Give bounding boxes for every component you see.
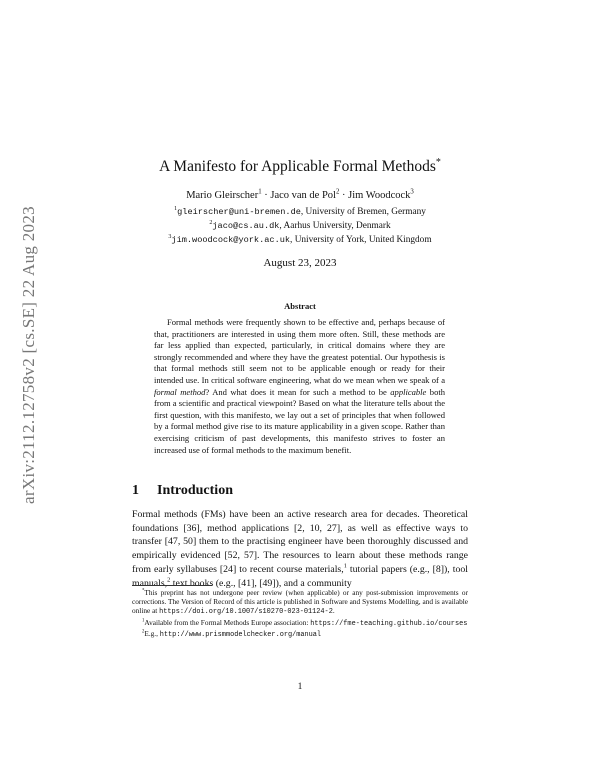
- author-affil-mark: 1: [258, 188, 262, 196]
- affil-email[interactable]: jaco@cs.au.dk: [212, 221, 280, 231]
- affiliation: [0, 221, 600, 231]
- footnote-ref[interactable]: 2: [167, 576, 171, 584]
- intro-text: Formal methods (FMs) have been an active research area for decades. Theoretical foundations [36], method applications [2, 10, 27], as well as effective ways to transfer [47, 50] them to the practising engineer have been thoroughly discussed and empirically evidenced [52, 57]. The resources to learn about these methods range from early syllabuses [24] to recent course materials,: [132, 509, 468, 575]
- footnote-link[interactable]: https://doi.org/10.1007/s10270-023-01124-2: [159, 608, 333, 617]
- footnote-mark: *: [142, 588, 145, 594]
- footnote: [132, 618, 468, 629]
- abstract-body: [154, 317, 445, 456]
- section-heading: [132, 483, 233, 499]
- footnote-ref[interactable]: 1: [343, 562, 347, 570]
- page-number: 1: [297, 682, 303, 692]
- footnote-text: E.g.,: [144, 628, 160, 638]
- author-list: [0, 190, 600, 201]
- footnote: [132, 629, 468, 640]
- intro-text: text books (e.g., [41], [49]), and a community: [170, 577, 352, 589]
- footnote-text: .: [332, 606, 335, 616]
- affil-email[interactable]: jim.woodcock@york.ac.uk: [171, 235, 291, 245]
- footnote-link[interactable]: http://www.prismmodelchecker.org/manual: [159, 630, 322, 639]
- footnote-divider: [132, 585, 212, 586]
- affiliation: [0, 207, 600, 217]
- author-affil-mark: 2: [335, 188, 340, 196]
- author-name: Jim Woodcock: [348, 190, 411, 201]
- title-footnote-mark: *: [435, 156, 441, 168]
- affil-mark: 3: [168, 233, 172, 240]
- abstract-heading: Abstract: [284, 301, 316, 311]
- author-affil-mark: 3: [410, 188, 414, 196]
- footnote-text: This preprint has not undergone peer review (when applicable) or any post-submission improvements or corrections. The Version of Record of this article is published in Software and Systems Modelling, and is available online at: [132, 588, 468, 616]
- author-name: Mario Gleirscher: [186, 190, 259, 201]
- footnotes: [132, 588, 468, 640]
- section-number: 1: [132, 483, 139, 498]
- abstract-emphasis: formal method: [154, 386, 206, 397]
- section-title: Introduction: [157, 483, 233, 498]
- author-name: Jaco van de Pol: [270, 190, 336, 201]
- footnote-mark: 1: [142, 618, 145, 624]
- abstract-text: Formal methods were frequently shown to be effective and, perhaps because of that, practitioners are interested in using them more often. Still, these methods are far less applied than expected, particularly, in critical domains where they are strongly recommended and where they have the greatest potential. Our hypothesis is that formal methods still seem not to be applicable enough or ready for their intended use. In critical software engineering, what do we mean when we speak of a: [154, 317, 445, 385]
- abstract-text: ? And what does it mean for such a method to be: [205, 386, 391, 397]
- paper-title: [0, 158, 600, 176]
- footnote-text: Available from the Formal Methods Europe association:: [144, 617, 311, 627]
- affil-email[interactable]: gleirscher@uni-bremen.de: [177, 207, 301, 217]
- abstract-text: both from a scientific and practical viewpoint? Based on what the literature tells about the first question, with this manifesto, we lay out a set of principles that when followed by a formal method give rise to its mature applicability in a given scope. Rather than exercising criticism of past developments, this manifesto strives to foster an increased use of formal methods to the maximum benefit.: [154, 386, 445, 455]
- intro-text: tutorial papers (e.g., [8]), tool manuals,: [132, 563, 468, 589]
- footnote-link[interactable]: https://fme-teaching.github.io/courses: [310, 619, 468, 628]
- paper-date: August 23, 2023: [263, 257, 337, 269]
- author-separator: ·: [261, 190, 271, 201]
- affiliation: [0, 235, 600, 245]
- title-text: A Manifesto for Applicable Formal Methods: [159, 158, 436, 175]
- abstract-emphasis: applicable: [390, 386, 427, 397]
- footnote: [132, 588, 468, 618]
- affil-mark: 2: [209, 219, 213, 226]
- affil-institution: , Aarhus University, Denmark: [279, 221, 391, 231]
- footnote-mark: 2: [142, 629, 145, 635]
- intro-paragraph: [132, 508, 468, 590]
- affil-mark: 1: [174, 205, 178, 212]
- affil-institution: , University of Bremen, Germany: [300, 207, 426, 217]
- author-separator: ·: [339, 190, 349, 201]
- affil-institution: , University of York, United Kingdom: [290, 235, 432, 245]
- arxiv-identifier: arXiv:2112.12758v2 [cs.SE] 22 Aug 2023: [19, 206, 38, 504]
